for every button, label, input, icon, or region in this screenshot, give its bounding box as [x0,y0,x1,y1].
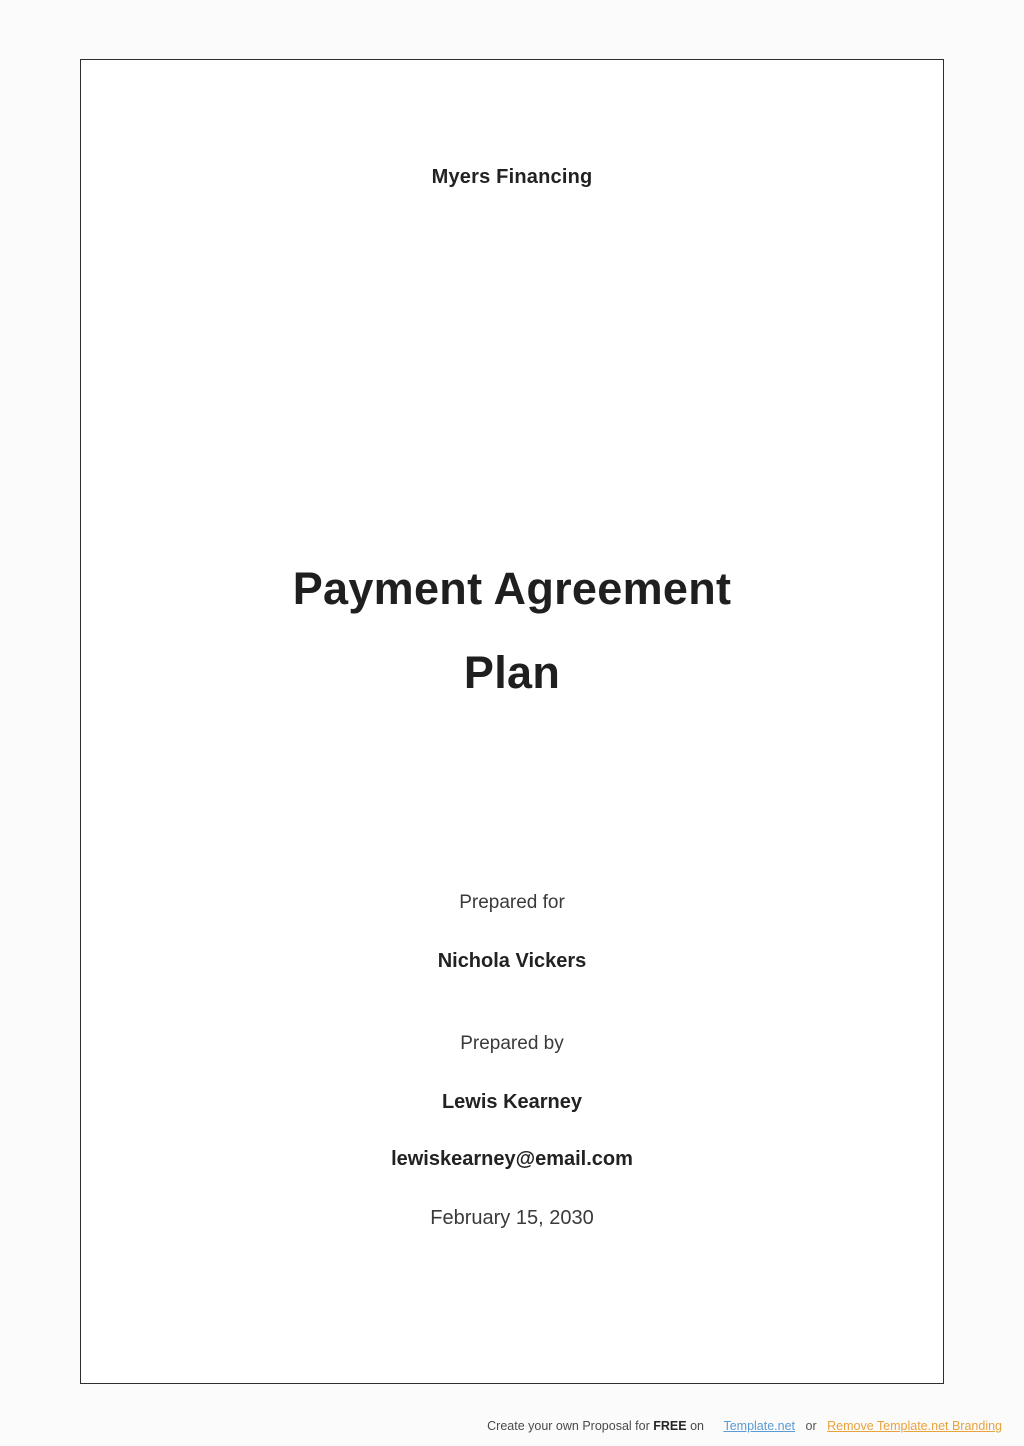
remove-branding-link[interactable]: Remove Template.net Branding [827,1419,1002,1433]
template-net-link[interactable]: Template.net [723,1419,796,1433]
footer-or-text: or [805,1419,817,1433]
document-title-line-2: Plan [463,647,561,698]
footer-prefix-text: Create your own Proposal for [487,1419,650,1433]
footer-on-text: on [690,1419,704,1433]
document-sheet [80,59,944,1384]
document-title [81,547,943,715]
document-date: February 15, 2030 [430,1207,594,1229]
company-name: Myers Financing [431,166,593,188]
prepared-for-label: Prepared for [459,892,565,913]
document-title-line-1: Payment Agreement [292,563,732,614]
footer-free-label: FREE [653,1419,687,1433]
prepared-by-label: Prepared by [460,1033,564,1054]
prepared-for-name: Nichola Vickers [437,950,587,972]
branding-footer [487,1419,1002,1433]
prepared-by-email: lewiskearney@email.com [391,1148,633,1170]
prepared-by-name: Lewis Kearney [441,1091,583,1113]
